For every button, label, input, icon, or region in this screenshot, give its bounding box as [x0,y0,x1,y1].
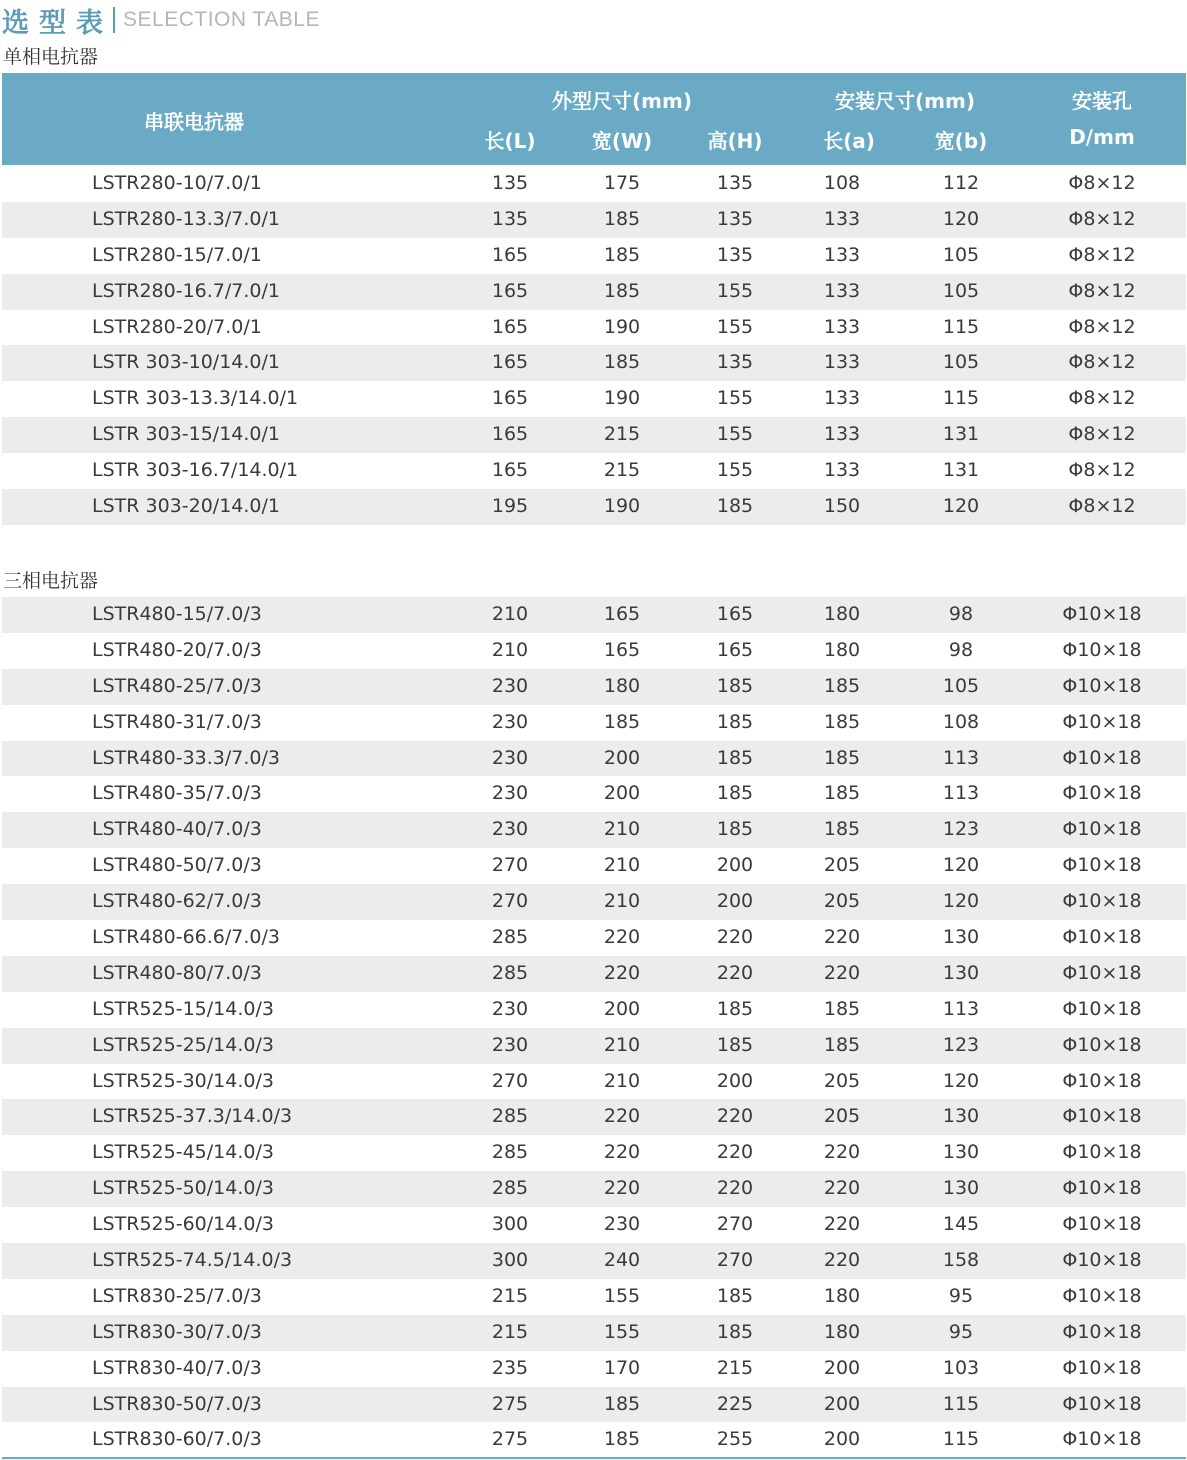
height-H-cell: 135 [716,243,754,266]
length-L-cell: 285 [491,1177,529,1200]
width-W-cell: 220 [603,1105,641,1128]
table-row [2,776,1186,812]
title-divider [113,7,115,33]
length-a-cell: 185 [823,674,861,697]
hole-cell: Φ10×18 [1062,1356,1142,1379]
length-a-cell: 133 [823,207,861,230]
height-H-cell: 155 [716,423,754,446]
model-cell: LSTR480-25/7.0/3 [92,674,262,697]
table-row [2,956,1186,992]
length-a-cell: 185 [823,782,861,805]
table-row [2,1279,1186,1315]
length-a-cell: 200 [823,1392,861,1415]
table-row [2,202,1186,238]
table-row [2,1135,1186,1171]
height-H-cell: 215 [716,1356,754,1379]
table-row [2,1207,1186,1243]
length-a-cell: 180 [823,603,861,625]
table-row [2,1315,1186,1351]
table-row [2,274,1186,310]
model-cell: LSTR480-40/7.0/3 [92,818,262,841]
table-row [2,1243,1186,1279]
width-b-cell: 131 [942,459,980,482]
height-H-cell: 185 [716,782,754,805]
width-W-cell: 220 [603,961,641,984]
hole-cell: Φ10×18 [1062,1284,1142,1307]
width-b-cell: 112 [942,172,980,194]
width-b-cell: 130 [942,926,980,949]
width-b-cell: 130 [942,1141,980,1164]
table-bottom-rule [2,1457,1186,1459]
model-cell: LSTR830-40/7.0/3 [92,1356,262,1379]
header-outer-size: 外型尺寸(mm) [552,89,692,113]
length-L-cell: 275 [491,1392,529,1415]
table-row [2,1064,1186,1100]
length-a-cell: 205 [823,1105,861,1128]
width-b-cell: 131 [942,423,980,446]
model-cell: LSTR 303-15/14.0/1 [92,423,280,446]
table-row [2,920,1186,956]
length-L-cell: 165 [491,351,529,374]
width-W-cell: 185 [603,1428,641,1451]
width-W-cell: 230 [603,1213,641,1236]
header-width-b: 宽(b) [934,129,988,153]
height-H-cell: 135 [716,207,754,230]
length-a-cell: 185 [823,710,861,733]
length-L-cell: 210 [491,603,529,625]
table-row [2,1099,1186,1135]
height-H-cell: 220 [716,926,754,949]
hole-cell: Φ10×18 [1062,1069,1142,1092]
width-W-cell: 240 [603,1249,641,1272]
model-cell: LSTR 303-10/14.0/1 [92,351,280,374]
length-a-cell: 133 [823,243,861,266]
length-a-cell: 220 [823,926,861,949]
width-W-cell: 190 [603,387,641,410]
model-cell: LSTR480-80/7.0/3 [92,961,262,984]
table-row [2,1171,1186,1207]
width-b-cell: 98 [948,638,974,661]
width-W-cell: 165 [603,638,641,661]
hole-cell: Φ10×18 [1062,710,1142,733]
width-b-cell: 113 [942,782,980,805]
hole-cell: Φ10×18 [1062,1213,1142,1236]
width-W-cell: 215 [603,459,641,482]
table-row [2,741,1186,777]
hole-cell: Φ8×12 [1068,207,1136,230]
header-hole-unit: D/mm [1069,125,1135,149]
width-W-cell: 220 [603,926,641,949]
width-b-cell: 130 [942,1105,980,1128]
height-H-cell: 135 [716,172,754,194]
table-row [2,669,1186,705]
length-a-cell: 185 [823,997,861,1020]
hole-cell: Φ10×18 [1062,1105,1142,1128]
model-cell: LSTR280-16.7/7.0/1 [92,279,280,302]
height-H-cell: 135 [716,351,754,374]
table-row [2,489,1186,525]
model-cell: LSTR480-66.6/7.0/3 [92,926,280,949]
three-phase-table [2,597,1186,1458]
length-L-cell: 285 [491,926,529,949]
table-header [2,73,1186,165]
length-L-cell: 300 [491,1213,529,1236]
table-row [2,992,1186,1028]
height-H-cell: 155 [716,387,754,410]
table-row [2,1351,1186,1387]
length-a-cell: 200 [823,1356,861,1379]
length-a-cell: 220 [823,1141,861,1164]
height-H-cell: 185 [716,710,754,733]
width-W-cell: 220 [603,1141,641,1164]
model-cell: LSTR480-31/7.0/3 [92,710,262,733]
model-cell: LSTR525-25/14.0/3 [92,1033,274,1056]
hole-cell: Φ10×18 [1062,997,1142,1020]
length-a-cell: 200 [823,1428,861,1451]
model-cell: LSTR525-30/14.0/3 [92,1069,274,1092]
width-W-cell: 185 [603,351,641,374]
model-cell: LSTR280-13.3/7.0/1 [92,207,280,230]
table-row [2,1387,1186,1423]
length-a-cell: 150 [823,495,861,518]
width-b-cell: 120 [942,1069,980,1092]
hole-cell: Φ10×18 [1062,1392,1142,1415]
width-b-cell: 120 [942,854,980,877]
page-title-en: SELECTION TABLE [123,8,320,31]
length-L-cell: 270 [491,890,529,913]
height-H-cell: 185 [716,1320,754,1343]
single-phase-label: 单相电抗器 [3,46,99,68]
width-b-cell: 115 [942,315,980,338]
length-L-cell: 215 [491,1284,529,1307]
length-L-cell: 195 [491,495,529,518]
hole-cell: Φ10×18 [1062,890,1142,913]
length-a-cell: 220 [823,1213,861,1236]
width-W-cell: 210 [603,1069,641,1092]
table-row [2,597,1186,633]
length-a-cell: 220 [823,961,861,984]
height-H-cell: 185 [716,746,754,769]
length-L-cell: 235 [491,1356,529,1379]
length-L-cell: 165 [491,459,529,482]
length-a-cell: 180 [823,638,861,661]
length-a-cell: 205 [823,890,861,913]
length-a-cell: 185 [823,746,861,769]
height-H-cell: 200 [716,854,754,877]
height-H-cell: 220 [716,1141,754,1164]
table-row [2,166,1186,202]
length-L-cell: 300 [491,1249,529,1272]
length-a-cell: 185 [823,1033,861,1056]
width-W-cell: 200 [603,782,641,805]
height-H-cell: 270 [716,1249,754,1272]
header-model: 串联电抗器 [144,110,244,134]
single-phase-table [2,166,1186,525]
hole-cell: Φ10×18 [1062,926,1142,949]
length-a-cell: 133 [823,279,861,302]
width-W-cell: 180 [603,674,641,697]
table-row [2,812,1186,848]
width-b-cell: 120 [942,890,980,913]
hole-cell: Φ10×18 [1062,854,1142,877]
width-W-cell: 190 [603,315,641,338]
length-L-cell: 230 [491,782,529,805]
width-W-cell: 215 [603,423,641,446]
width-W-cell: 210 [603,890,641,913]
model-cell: LSTR280-15/7.0/1 [92,243,262,266]
length-L-cell: 275 [491,1428,529,1451]
length-L-cell: 270 [491,1069,529,1092]
hole-cell: Φ10×18 [1062,1428,1142,1451]
width-W-cell: 170 [603,1356,641,1379]
hole-cell: Φ8×12 [1068,459,1136,482]
width-W-cell: 210 [603,1033,641,1056]
length-L-cell: 135 [491,172,529,194]
height-H-cell: 155 [716,279,754,302]
height-H-cell: 155 [716,315,754,338]
hole-cell: Φ8×12 [1068,351,1136,374]
table-row [2,453,1186,489]
width-W-cell: 210 [603,818,641,841]
length-L-cell: 165 [491,243,529,266]
width-b-cell: 105 [942,351,980,374]
model-cell: LSTR280-20/7.0/1 [92,315,262,338]
model-cell: LSTR480-62/7.0/3 [92,890,262,913]
height-H-cell: 155 [716,459,754,482]
model-cell: LSTR525-74.5/14.0/3 [92,1249,293,1272]
length-a-cell: 220 [823,1249,861,1272]
model-cell: LSTR525-60/14.0/3 [92,1213,274,1236]
width-W-cell: 185 [603,710,641,733]
length-L-cell: 230 [491,818,529,841]
width-b-cell: 130 [942,1177,980,1200]
length-L-cell: 165 [491,387,529,410]
header-width-W: 宽(W) [591,129,653,153]
height-H-cell: 225 [716,1392,754,1415]
length-L-cell: 135 [491,207,529,230]
width-b-cell: 108 [942,710,980,733]
width-b-cell: 113 [942,746,980,769]
length-a-cell: 205 [823,854,861,877]
width-W-cell: 210 [603,854,641,877]
model-cell: LSTR830-60/7.0/3 [92,1428,262,1451]
length-a-cell: 133 [823,351,861,374]
hole-cell: Φ10×18 [1062,961,1142,984]
page-title-row [0,0,320,40]
width-b-cell: 103 [942,1356,980,1379]
length-a-cell: 133 [823,459,861,482]
model-cell: LSTR480-20/7.0/3 [92,638,262,661]
length-L-cell: 165 [491,315,529,338]
width-W-cell: 200 [603,746,641,769]
table-row [2,417,1186,453]
model-cell: LSTR280-10/7.0/1 [92,172,262,194]
hole-cell: Φ8×12 [1068,315,1136,338]
width-b-cell: 113 [942,997,980,1020]
width-W-cell: 165 [603,603,641,625]
width-W-cell: 190 [603,495,641,518]
length-L-cell: 285 [491,1105,529,1128]
height-H-cell: 165 [716,603,754,625]
hole-cell: Φ8×12 [1068,172,1136,194]
model-cell: LSTR830-25/7.0/3 [92,1284,262,1307]
length-a-cell: 180 [823,1284,861,1307]
length-a-cell: 185 [823,818,861,841]
model-cell: LSTR525-50/14.0/3 [92,1177,274,1200]
table-row [2,884,1186,920]
model-cell: LSTR525-15/14.0/3 [92,997,274,1020]
length-a-cell: 133 [823,423,861,446]
length-L-cell: 285 [491,1141,529,1164]
width-b-cell: 98 [948,603,974,625]
length-a-cell: 108 [823,172,861,194]
length-L-cell: 285 [491,961,529,984]
width-b-cell: 120 [942,495,980,518]
width-W-cell: 155 [603,1320,641,1343]
height-H-cell: 220 [716,1177,754,1200]
width-b-cell: 130 [942,961,980,984]
length-L-cell: 230 [491,710,529,733]
height-H-cell: 185 [716,495,754,518]
width-b-cell: 120 [942,207,980,230]
width-b-cell: 115 [942,1392,980,1415]
length-L-cell: 210 [491,638,529,661]
model-cell: LSTR525-45/14.0/3 [92,1141,274,1164]
hole-cell: Φ8×12 [1068,387,1136,410]
length-a-cell: 133 [823,315,861,338]
length-a-cell: 205 [823,1069,861,1092]
height-H-cell: 220 [716,961,754,984]
length-L-cell: 230 [491,674,529,697]
model-cell: LSTR830-50/7.0/3 [92,1392,262,1415]
model-cell: LSTR 303-16.7/14.0/1 [92,459,299,482]
length-a-cell: 220 [823,1177,861,1200]
height-H-cell: 270 [716,1213,754,1236]
width-b-cell: 158 [942,1249,980,1272]
model-cell: LSTR480-15/7.0/3 [92,603,262,625]
hole-cell: Φ8×12 [1068,243,1136,266]
width-W-cell: 185 [603,279,641,302]
length-a-cell: 180 [823,1320,861,1343]
height-H-cell: 185 [716,1033,754,1056]
hole-cell: Φ8×12 [1068,423,1136,446]
length-L-cell: 215 [491,1320,529,1343]
width-W-cell: 220 [603,1177,641,1200]
width-b-cell: 123 [942,1033,980,1056]
width-W-cell: 200 [603,997,641,1020]
length-L-cell: 165 [491,423,529,446]
header-length-L: 长(L) [484,129,536,153]
table-row [2,848,1186,884]
hole-cell: Φ10×18 [1062,818,1142,841]
hole-cell: Φ10×18 [1062,1177,1142,1200]
width-W-cell: 185 [603,1392,641,1415]
hole-cell: Φ10×18 [1062,782,1142,805]
width-b-cell: 115 [942,1428,980,1451]
header-length-a: 长(a) [823,129,875,153]
hole-cell: Φ10×18 [1062,638,1142,661]
model-cell: LSTR525-37.3/14.0/3 [92,1105,293,1128]
width-W-cell: 185 [603,207,641,230]
table-row [2,381,1186,417]
height-H-cell: 185 [716,818,754,841]
three-phase-label: 三相电抗器 [3,570,99,592]
hole-cell: Φ8×12 [1068,495,1136,518]
hole-cell: Φ10×18 [1062,1033,1142,1056]
height-H-cell: 185 [716,997,754,1020]
table-row [2,310,1186,346]
length-a-cell: 133 [823,387,861,410]
width-W-cell: 175 [603,172,641,194]
hole-cell: Φ10×18 [1062,603,1142,625]
height-H-cell: 165 [716,638,754,661]
page-title-cn: 选型表 [2,7,113,39]
width-b-cell: 95 [948,1320,974,1343]
width-b-cell: 105 [942,243,980,266]
length-L-cell: 230 [491,746,529,769]
header-install-hole: 安装孔 [1072,89,1132,113]
hole-cell: Φ10×18 [1062,1141,1142,1164]
model-cell: LSTR 303-20/14.0/1 [92,495,280,518]
model-cell: LSTR480-35/7.0/3 [92,782,262,805]
width-W-cell: 185 [603,243,641,266]
table-row [2,238,1186,274]
height-H-cell: 220 [716,1105,754,1128]
width-b-cell: 115 [942,387,980,410]
table-row [2,633,1186,669]
width-b-cell: 105 [942,674,980,697]
length-L-cell: 165 [491,279,529,302]
model-cell: LSTR830-30/7.0/3 [92,1320,262,1343]
height-H-cell: 255 [716,1428,754,1451]
width-b-cell: 123 [942,818,980,841]
model-cell: LSTR480-33.3/7.0/3 [92,746,280,769]
height-H-cell: 185 [716,674,754,697]
hole-cell: Φ10×18 [1062,746,1142,769]
height-H-cell: 185 [716,1284,754,1307]
model-cell: LSTR 303-13.3/14.0/1 [92,387,299,410]
model-cell: LSTR480-50/7.0/3 [92,854,262,877]
height-H-cell: 200 [716,1069,754,1092]
hole-cell: Φ10×18 [1062,674,1142,697]
table-row [2,705,1186,741]
width-b-cell: 105 [942,279,980,302]
height-H-cell: 200 [716,890,754,913]
table-row [2,1422,1186,1458]
hole-cell: Φ10×18 [1062,1320,1142,1343]
hole-cell: Φ10×18 [1062,1249,1142,1272]
length-L-cell: 230 [491,1033,529,1056]
width-W-cell: 155 [603,1284,641,1307]
length-L-cell: 270 [491,854,529,877]
header-install-size: 安装尺寸(mm) [835,89,975,113]
header-height-H: 高(H) [707,129,763,153]
length-L-cell: 230 [491,997,529,1020]
table-row [2,1028,1186,1064]
table-row [2,345,1186,381]
width-b-cell: 145 [942,1213,980,1236]
hole-cell: Φ8×12 [1068,279,1136,302]
width-b-cell: 95 [948,1284,974,1307]
